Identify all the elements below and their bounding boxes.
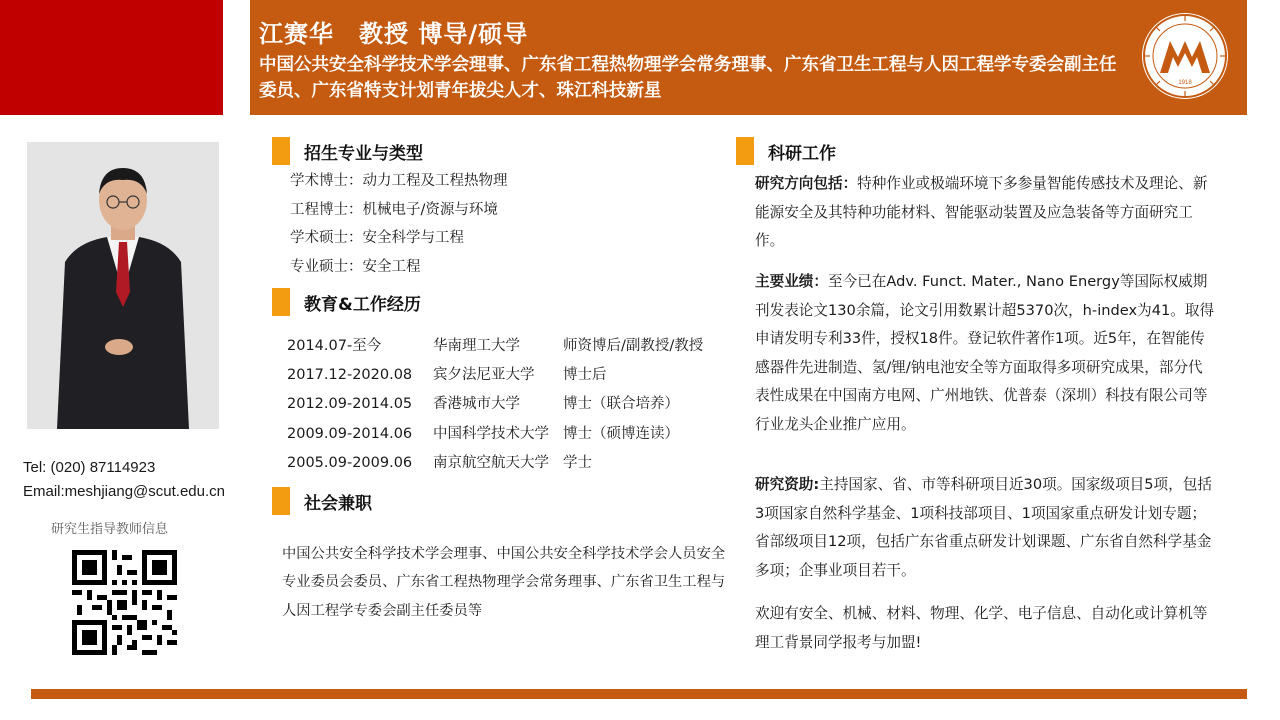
achievements-label: 主要业绩： — [755, 273, 828, 290]
item-value: 安全工程 — [362, 259, 421, 276]
section-social-header — [272, 487, 372, 515]
social-positions-text: 中国公共安全科学技术学会理事、中国公共安全科学技术学会人员安全专业委员会委员、广东省工程热物理学会常务理事、广东省卫生工程与人因工程学专委会副主任委员等 — [282, 546, 726, 619]
item-label: 工程博士： — [290, 201, 363, 218]
section-title: 社会兼职 — [304, 493, 372, 514]
recruitment-note: 欢迎有安全、机械、材料、物理、化学、电子信息、自动化或计算机等理工背景同学报考与加盟! — [755, 605, 1208, 651]
item-label: 学术博士： — [290, 173, 363, 189]
professor-portrait-photo — [27, 142, 219, 429]
period: 2009.09-2014.06 — [287, 425, 413, 442]
table-row — [287, 420, 703, 449]
table-row — [287, 449, 703, 478]
item-value: 机械电子/资源与环境 — [362, 201, 498, 218]
section-marker — [272, 487, 290, 515]
header-banner — [250, 0, 1247, 115]
professor-honors: 中国公共安全科学技术学会理事、广东省工程热物理学会常务理事、广东省卫生工程与人因工程学专委会副主任委员、广东省特支计划青年拔尖人才、珠江科技新星 — [259, 55, 1117, 101]
university-logo-icon — [1142, 13, 1228, 99]
period: 2005.09-2009.06 — [287, 454, 413, 471]
enrollment-list — [290, 167, 508, 282]
contact-info — [23, 456, 225, 504]
role: 博士（硕博连读） — [563, 425, 679, 442]
section-title: 科研工作 — [768, 143, 836, 164]
research-funding — [755, 471, 1215, 585]
section-research-header — [736, 137, 836, 165]
section-marker — [736, 137, 754, 165]
section-marker — [272, 137, 290, 165]
institution: 华南理工大学 — [433, 338, 520, 354]
list-item — [290, 253, 508, 282]
list-item — [290, 224, 508, 253]
role: 博士（联合培养） — [563, 396, 679, 413]
section-marker — [272, 288, 290, 316]
item-label: 学术硕士： — [290, 230, 363, 247]
svg-text:1918: 1918 — [1178, 80, 1192, 86]
bottom-accent-bar — [31, 689, 1247, 699]
section-title: 教育&工作经历 — [304, 294, 421, 315]
institution: 香港城市大学 — [433, 396, 520, 413]
direction-text: 特种作业或极端环境下多参量智能传感技术及理论、新能源安全及其特种功能材料、智能驱动装置及应急装备等方面研究工作。 — [755, 175, 1208, 250]
qr-caption: 研究生指导教师信息 — [51, 522, 169, 537]
qr-code-icon — [68, 545, 181, 660]
section-education-header — [272, 288, 421, 316]
red-accent-block — [0, 0, 223, 115]
education-table — [287, 332, 703, 478]
table-row — [287, 332, 703, 361]
telephone: Tel: (020) 87114923 — [23, 459, 156, 476]
professor-name-title: 江赛华 教授 博导/硕导 — [259, 20, 529, 48]
list-item — [290, 167, 508, 196]
institution: 中国科学技术大学 — [433, 425, 549, 442]
table-row — [287, 390, 703, 419]
direction-label: 研究方向包括： — [755, 175, 858, 192]
funding-label: 研究资助: — [755, 476, 820, 493]
section-title: 招生专业与类型 — [304, 143, 423, 164]
research-achievements — [755, 268, 1215, 440]
institution: 南京航空航天大学 — [433, 454, 549, 471]
item-value: 动力工程及工程热物理 — [362, 173, 508, 189]
period: 2014.07-至今 — [287, 338, 382, 354]
period: 2017.12-2020.08 — [287, 367, 413, 384]
item-value: 安全科学与工程 — [362, 230, 464, 247]
section-enrollment-header — [272, 137, 423, 165]
role: 博士后 — [563, 367, 607, 384]
achievements-text: 至今已在Adv. Funct. Mater., Nano Energy等国际权威期刊发表论文130余篇，论文引用数累计超5370次，h-index为41。取得申请发明专利33件，授权18件。登记软件著作1项。近5年，在智能传感器件先进制造、氢/锂/钠电池安全等方面取得多项研究成果，部分代表性成果在中国南方电网、广州地铁、优普泰（深圳）科技有限公司等行业龙头企业推广应用。 — [755, 273, 1215, 433]
period: 2012.09-2014.05 — [287, 396, 413, 413]
role: 师资博后/副教授/教授 — [563, 338, 704, 354]
list-item — [290, 196, 508, 225]
item-label: 专业硕士： — [290, 259, 363, 276]
role: 学士 — [563, 454, 592, 471]
funding-text: 主持国家、省、市等科研项目近30项。国家级项目5项，包括3项国家自然科学基金、1项科技部项目、1项国家重点研发计划专题；省部级项目12项，包括广东省重点研发计划课题、广东省自然科学基金多项；企事业项目若干。 — [755, 476, 1212, 579]
institution: 宾夕法尼亚大学 — [433, 367, 535, 384]
email: Email:meshjiang@scut.edu.cn — [23, 483, 225, 500]
table-row — [287, 361, 703, 390]
research-direction — [755, 170, 1215, 256]
